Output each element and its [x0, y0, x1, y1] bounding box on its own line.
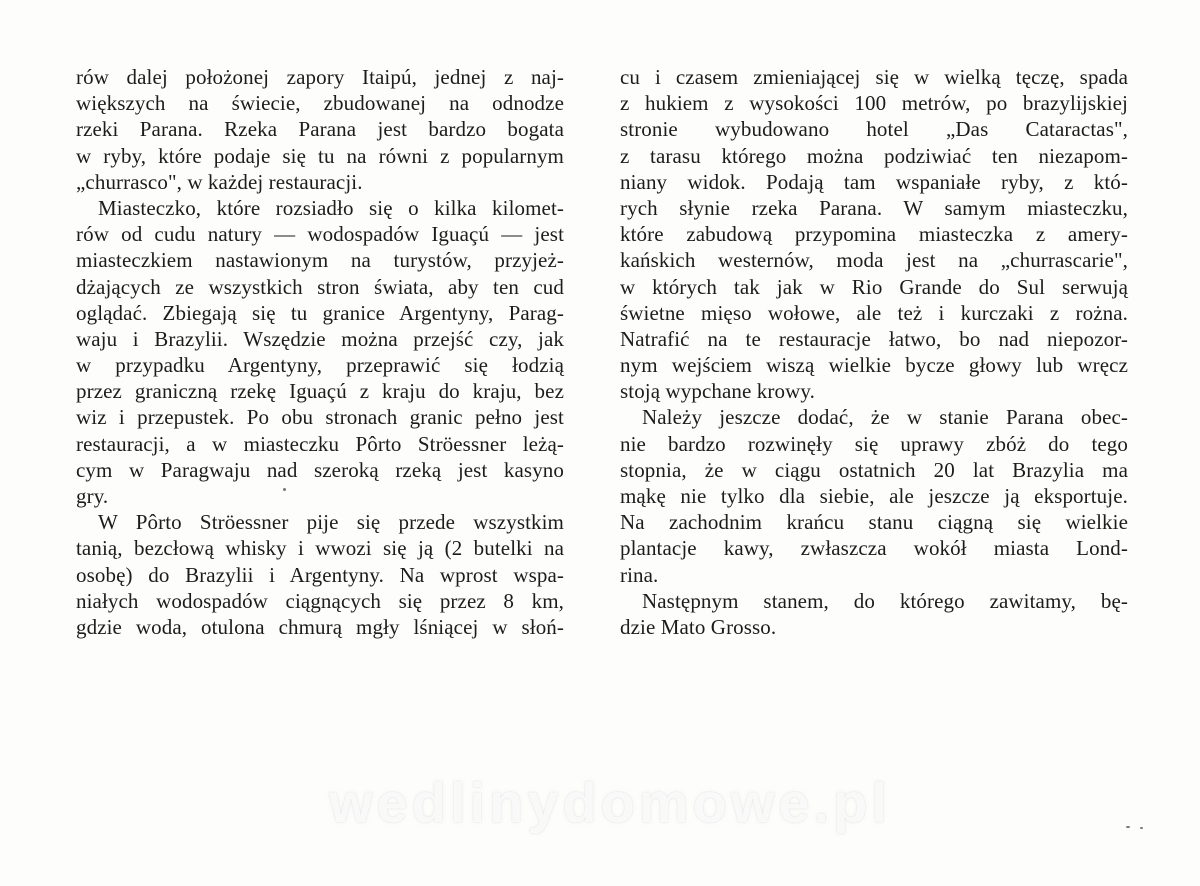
text-line: oglądać. Zbiegają się tu granice Argentyny, Parag- — [76, 300, 564, 325]
right-text-column — [620, 64, 1128, 640]
text-line: rina. — [620, 562, 659, 587]
text-line: w przypadku Argentyny, przeprawić się łodzią — [76, 353, 564, 378]
text-line: plantacje kawy, zwłaszcza wokół miasta Lond- — [620, 536, 1128, 561]
text-line: restauracji, a w miasteczku Pôrto Ströessner leżą- — [76, 431, 564, 456]
scan-speck — [283, 488, 286, 491]
text-line: z tarasu którego można podziwiać ten niezapom- — [620, 143, 1128, 168]
text-line: miasteczkiem nastawionym na turystów, przyjeż- — [76, 248, 564, 273]
text-line: gry. — [76, 484, 109, 508]
text-line: stopnia, że w ciągu ostatnich 20 lat Brazylia ma — [620, 457, 1128, 482]
text-line: kańskich westernów, moda jest na „churrascarie", — [620, 248, 1128, 273]
text-line: dzie Mato Grosso. — [620, 614, 777, 639]
text-line: osobę) do Brazylii i Argentyny. Na wprost wspa- — [76, 562, 564, 587]
text-line: niany widok. Podają tam wspaniałe ryby, z któ- — [620, 169, 1128, 194]
text-line: z hukiem z wysokości 100 metrów, po brazylijskiej — [620, 91, 1128, 116]
text-line: wiz i przepustek. Po obu stronach granic pełno jest — [76, 405, 564, 430]
text-line: w ryby, które podaje się tu na równi z popularnym — [76, 143, 564, 168]
text-line: cym w Paragwaju nad szeroką rzeką jest kasyno — [76, 457, 564, 482]
text-line: nie bardzo rozwinęły się uprawy zbóż do tego — [620, 431, 1128, 456]
text-line: niałych wodospadów ciągnących się przez 8 km, — [76, 588, 564, 613]
text-line: tanią, bezcłową whisky i wwozi się ją (2 butelki na — [76, 536, 564, 561]
text-line: rów dalej położonej zapory Itaipú, jednej z naj- — [76, 65, 564, 89]
text-line: „churrasco", w każdej restauracji. — [76, 169, 363, 194]
text-line: nym wejściem wiszą wielkie bycze głowy lub wręcz — [620, 353, 1128, 378]
text-line: które zabudową przypomina miasteczka z amery- — [620, 222, 1128, 247]
text-line: rów od cudu natury — wodospadów Iguaçú — jest — [76, 222, 564, 247]
text-line: rzeki Parana. Rzeka Parana jest bardzo bogata — [76, 117, 564, 142]
text-line: rych słynie rzeka Parana. W samym miasteczku, — [620, 195, 1128, 220]
text-line: mąkę nie tylko dla siebie, ale jeszcze ją eksportuje. — [620, 484, 1128, 508]
text-line: stronie wybudowano hotel „Das Cataractas", — [620, 117, 1128, 142]
text-line: W Pôrto Ströessner pije się przede wszystkim — [98, 510, 564, 535]
text-line: Na zachodnim krańcu stanu ciągną się wielkie — [620, 510, 1128, 535]
text-line: Miasteczko, które rozsiadło się o kilka kilomet- — [98, 195, 564, 220]
text-line: przez graniczną rzekę Iguaçú z kraju do kraju, bez — [76, 379, 564, 404]
text-line: waju i Brazylii. Wszędzie można przejść czy, jak — [76, 326, 564, 351]
scan-speck — [1126, 826, 1130, 828]
scan-speck — [1140, 827, 1143, 829]
text-line: stoją wypchane krowy. — [620, 379, 815, 404]
text-line: gdzie woda, otulona chmurą mgły lśniącej w słoń- — [76, 614, 564, 639]
text-line: Należy jeszcze dodać, że w stanie Parana obec- — [642, 405, 1128, 430]
text-line: Następnym stanem, do którego zawitamy, bę- — [642, 588, 1128, 613]
text-line: dżających ze wszystkich stron świata, aby ten cud — [76, 274, 564, 299]
text-line: w których tak jak w Rio Grande do Sul serwują — [620, 274, 1128, 299]
left-text-column — [76, 64, 564, 640]
text-line: cu i czasem zmieniającej się w wielką tęczę, spada — [620, 65, 1128, 89]
watermark-text: wedlinydomowe.pl — [329, 771, 891, 834]
text-line: świetne mięso wołowe, ale też i kurczaki z rożna. — [620, 300, 1128, 325]
text-line: Natrafić na te restauracje łatwo, bo nad niepozor- — [620, 326, 1128, 351]
text-line: większych na świecie, zbudowanej na odnodze — [76, 91, 564, 116]
